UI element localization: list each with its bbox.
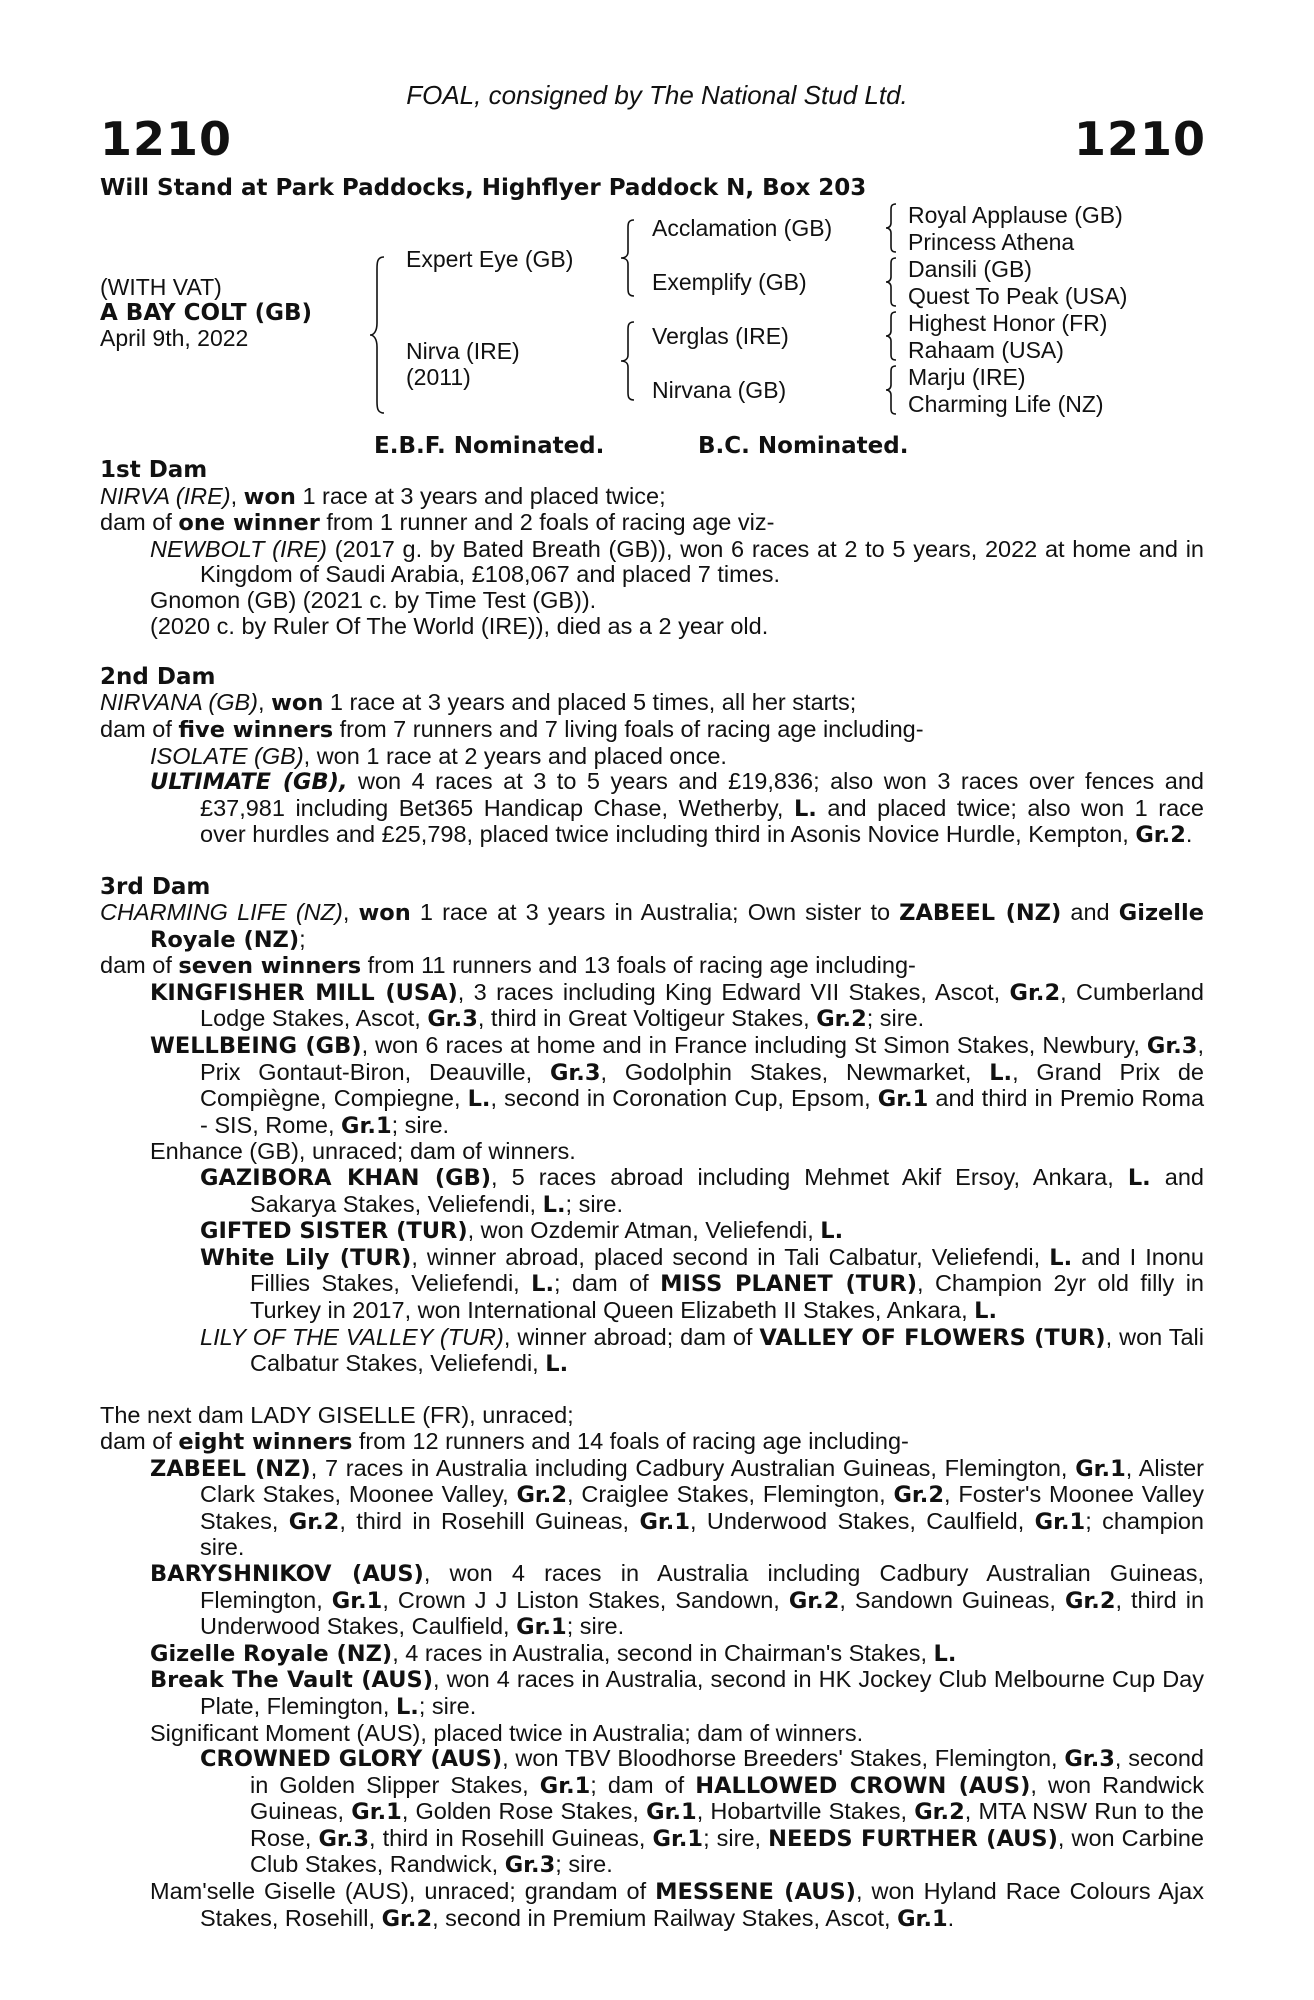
produce-entry: GAZIBORA KHAN (GB), 5 races abroad including Mehmet Akif Ersoy, Ankara, L. and Sakarya Stakes, Veliefendi, L.; sire. (200, 1164, 1204, 1218)
produce-entry: ISOLATE (GB), won 1 race at 2 years and placed once. (150, 742, 727, 769)
next-dam-record: The next dam LADY GISELLE (FR), unraced; (100, 1402, 574, 1429)
first-dam-heading: 1st Dam (100, 457, 208, 483)
next-dam-produce: dam of eight winners from 12 runners and 14 foals of racing age including- (100, 1427, 909, 1455)
first-dam-record: NIRVA (IRE), won 1 race at 3 years and placed twice; (100, 482, 666, 510)
ebf-nominated: E.B.F. Nominated. (374, 433, 605, 459)
foaling-date: April 9th, 2022 (100, 325, 249, 351)
second-dam-record: NIRVANA (GB), won 1 race at 3 years and placed 5 times, all her starts; (100, 689, 857, 717)
produce-entry: Enhance (GB), unraced; dam of winners. (150, 1138, 576, 1165)
bc-nominated: B.C. Nominated. (698, 433, 909, 459)
produce-entry: ULTIMATE (GB), won 4 races at 3 to 5 years and £19,836; also won 3 races over fences and £37,981 including Bet365 Handicap Chase, Wetherby, L. and placed twice; also won 1 race over hurdles and £25,798, placed twice including third in Asonis Novice Hurdle, Kempton, Gr.2. (150, 768, 1204, 849)
produce-entry: ZABEEL (NZ), 7 races in Australia including Cadbury Australian Guineas, Flemington, Gr.1, Alister Clark Stakes, Moonee Valley, Gr.2, Craiglee Stakes, Flemington, Gr.2, Foster's Moonee Valley Stakes, Gr.2, third in Rosehill Guineas, Gr.1, Underwood Stakes, Caulfield, Gr.1; champion sire. (150, 1454, 1205, 1561)
sire-sire: Acclamation (GB) (652, 215, 833, 241)
grandsire-1: Royal Applause (GB) (908, 202, 1123, 228)
produce-entry: Significant Moment (AUS), placed twice in Australia; dam of winners. (150, 1719, 864, 1746)
third-dam-produce: dam of seven winners from 11 runners and 13 foals of racing age including- (100, 952, 916, 980)
consignment-line: FOAL, consigned by The National Stud Ltd. (406, 80, 908, 110)
second-dam-heading: 2nd Dam (100, 663, 216, 690)
produce-entry: Mam'selle Giselle (AUS), unraced; grandam of MESSENE (AUS), won Hyland Race Colours Ajax Stakes, Rosehill, Gr.2, second in Premium Railway Stakes, Ascot, Gr.1. (150, 1878, 1204, 1932)
sire-dam: Exemplify (GB) (652, 269, 807, 295)
produce-entry: WELLBEING (GB), won 6 races at home and in France including St Simon Stakes, Newbury, Gr.3, Prix Gontaut-Biron, Deauville, Gr.3, Godolphin Stakes, Newmarket, L., Grand Prix de Compiègne, Compiegne, L., second in Coronation Cup, Epsom, Gr.1 and third in Premio Roma - SIS, Rome, Gr.1; sire. (150, 1032, 1205, 1139)
dam-bracket (618, 320, 638, 402)
pedigree-bracket-main (368, 255, 388, 415)
third-dam-heading: 3rd Dam (100, 873, 211, 900)
produce-entry: Gnomon (GB) (2021 c. by Time Test (GB)). (150, 586, 597, 613)
produce-entry: Break The Vault (AUS), won 4 races in Australia, second in HK Jockey Club Melbourne Cup Day Plate, Flemington, L.; sire. (150, 1666, 1204, 1720)
dam-year: (2011) (406, 364, 471, 390)
sire: Expert Eye (GB) (406, 246, 574, 272)
g-bracket-1 (884, 202, 900, 254)
g-bracket-3 (884, 310, 900, 362)
produce-entry: BARYSHNIKOV (AUS), won 4 races in Australia including Cadbury Australian Guineas, Flemington, Gr.1, Crown J J Liston Stakes, Sandown, Gr.2, Sandown Guineas, Gr.2, third in Underwood Stakes, Caulfield, Gr.1; sire. (150, 1559, 1205, 1641)
granddam-3: Rahaam (USA) (908, 337, 1064, 363)
grandsire-3: Highest Honor (FR) (908, 310, 1108, 336)
horse-name: A BAY COLT (GB) (100, 300, 313, 326)
granddam-4: Charming Life (NZ) (908, 391, 1104, 417)
produce-entry: White Lily (TUR), winner abroad, placed second in Tali Calbatur, Veliefendi, L. and I Inonu Fillies Stakes, Veliefendi, L.; dam of MISS PLANET (TUR), Champion 2yr old filly in Turkey in 2017, won International Queen Elizabeth II Stakes, Ankara, L. (200, 1243, 1204, 1324)
g-bracket-4 (884, 364, 900, 416)
dam: Nirva (IRE) (406, 338, 520, 364)
catalogue-body (100, 458, 1204, 1932)
lot-number-right: 1210 (1073, 112, 1206, 166)
dam-sire: Verglas (IRE) (652, 323, 789, 349)
lot-number-left: 1210 (100, 112, 233, 166)
g-bracket-2 (884, 256, 900, 308)
produce-entry: GIFTED SISTER (TUR), won Ozdemir Atman, Veliefendi, L. (200, 1217, 844, 1245)
produce-entry: NEWBOLT (IRE) (2017 g. by Bated Breath (GB)), won 6 races at 2 to 5 years, 2022 at home and in Kingdom of Saudi Arabia, £108,067 and placed 7 times. (150, 535, 1204, 588)
dam-dam: Nirvana (GB) (652, 377, 787, 403)
produce-entry: CROWNED GLORY (AUS), won TBV Bloodhorse Breeders' Stakes, Flemington, Gr.3, second in Golden Slipper Stakes, Gr.1; dam of HALLOWED CROWN (AUS), won Randwick Guineas, Gr.1, Golden Rose Stakes, Gr.1, Hobartville Stakes, Gr.2, MTA NSW Run to the Rose, Gr.3, third in Rosehill Guineas, Gr.1; sire, NEEDS FURTHER (AUS), won Carbine Club Stakes, Randwick, Gr.3; sire. (200, 1745, 1204, 1879)
granddam-2: Quest To Peak (USA) (908, 283, 1128, 309)
third-dam-record: CHARMING LIFE (NZ), won 1 race at 3 years in Australia; Own sister to ZABEEL (NZ) and Gizelle Royale (NZ); (100, 899, 1204, 953)
stand-location: Will Stand at Park Paddocks, Highflyer Paddock N, Box 203 (100, 175, 867, 201)
produce-entry: LILY OF THE VALLEY (TUR), winner abroad; dam of VALLEY OF FLOWERS (TUR), won Tali Calbatur Stakes, Veliefendi, L. (200, 1323, 1204, 1378)
granddam-1: Princess Athena (908, 229, 1075, 255)
grandsire-2: Dansili (GB) (908, 256, 1032, 282)
produce-entry: Gizelle Royale (NZ), 4 races in Australia, second in Chairman's Stakes, L. (150, 1639, 957, 1667)
produce-entry: (2020 c. by Ruler Of The World (IRE)), died as a 2 year old. (150, 612, 769, 639)
grandsire-4: Marju (IRE) (908, 364, 1026, 390)
produce-entry: KINGFISHER MILL (USA), 3 races including King Edward VII Stakes, Ascot, Gr.2, Cumberland Lodge Stakes, Ascot, Gr.3, third in Great Voltigeur Stakes, Gr.2; sire. (150, 978, 1204, 1033)
vat-note: (WITH VAT) (100, 274, 222, 300)
first-dam-produce: dam of one winner from 1 runner and 2 foals of racing age viz- (100, 509, 775, 537)
second-dam-produce: dam of five winners from 7 runners and 7 living foals of racing age including- (100, 715, 924, 743)
sire-bracket (618, 218, 638, 298)
